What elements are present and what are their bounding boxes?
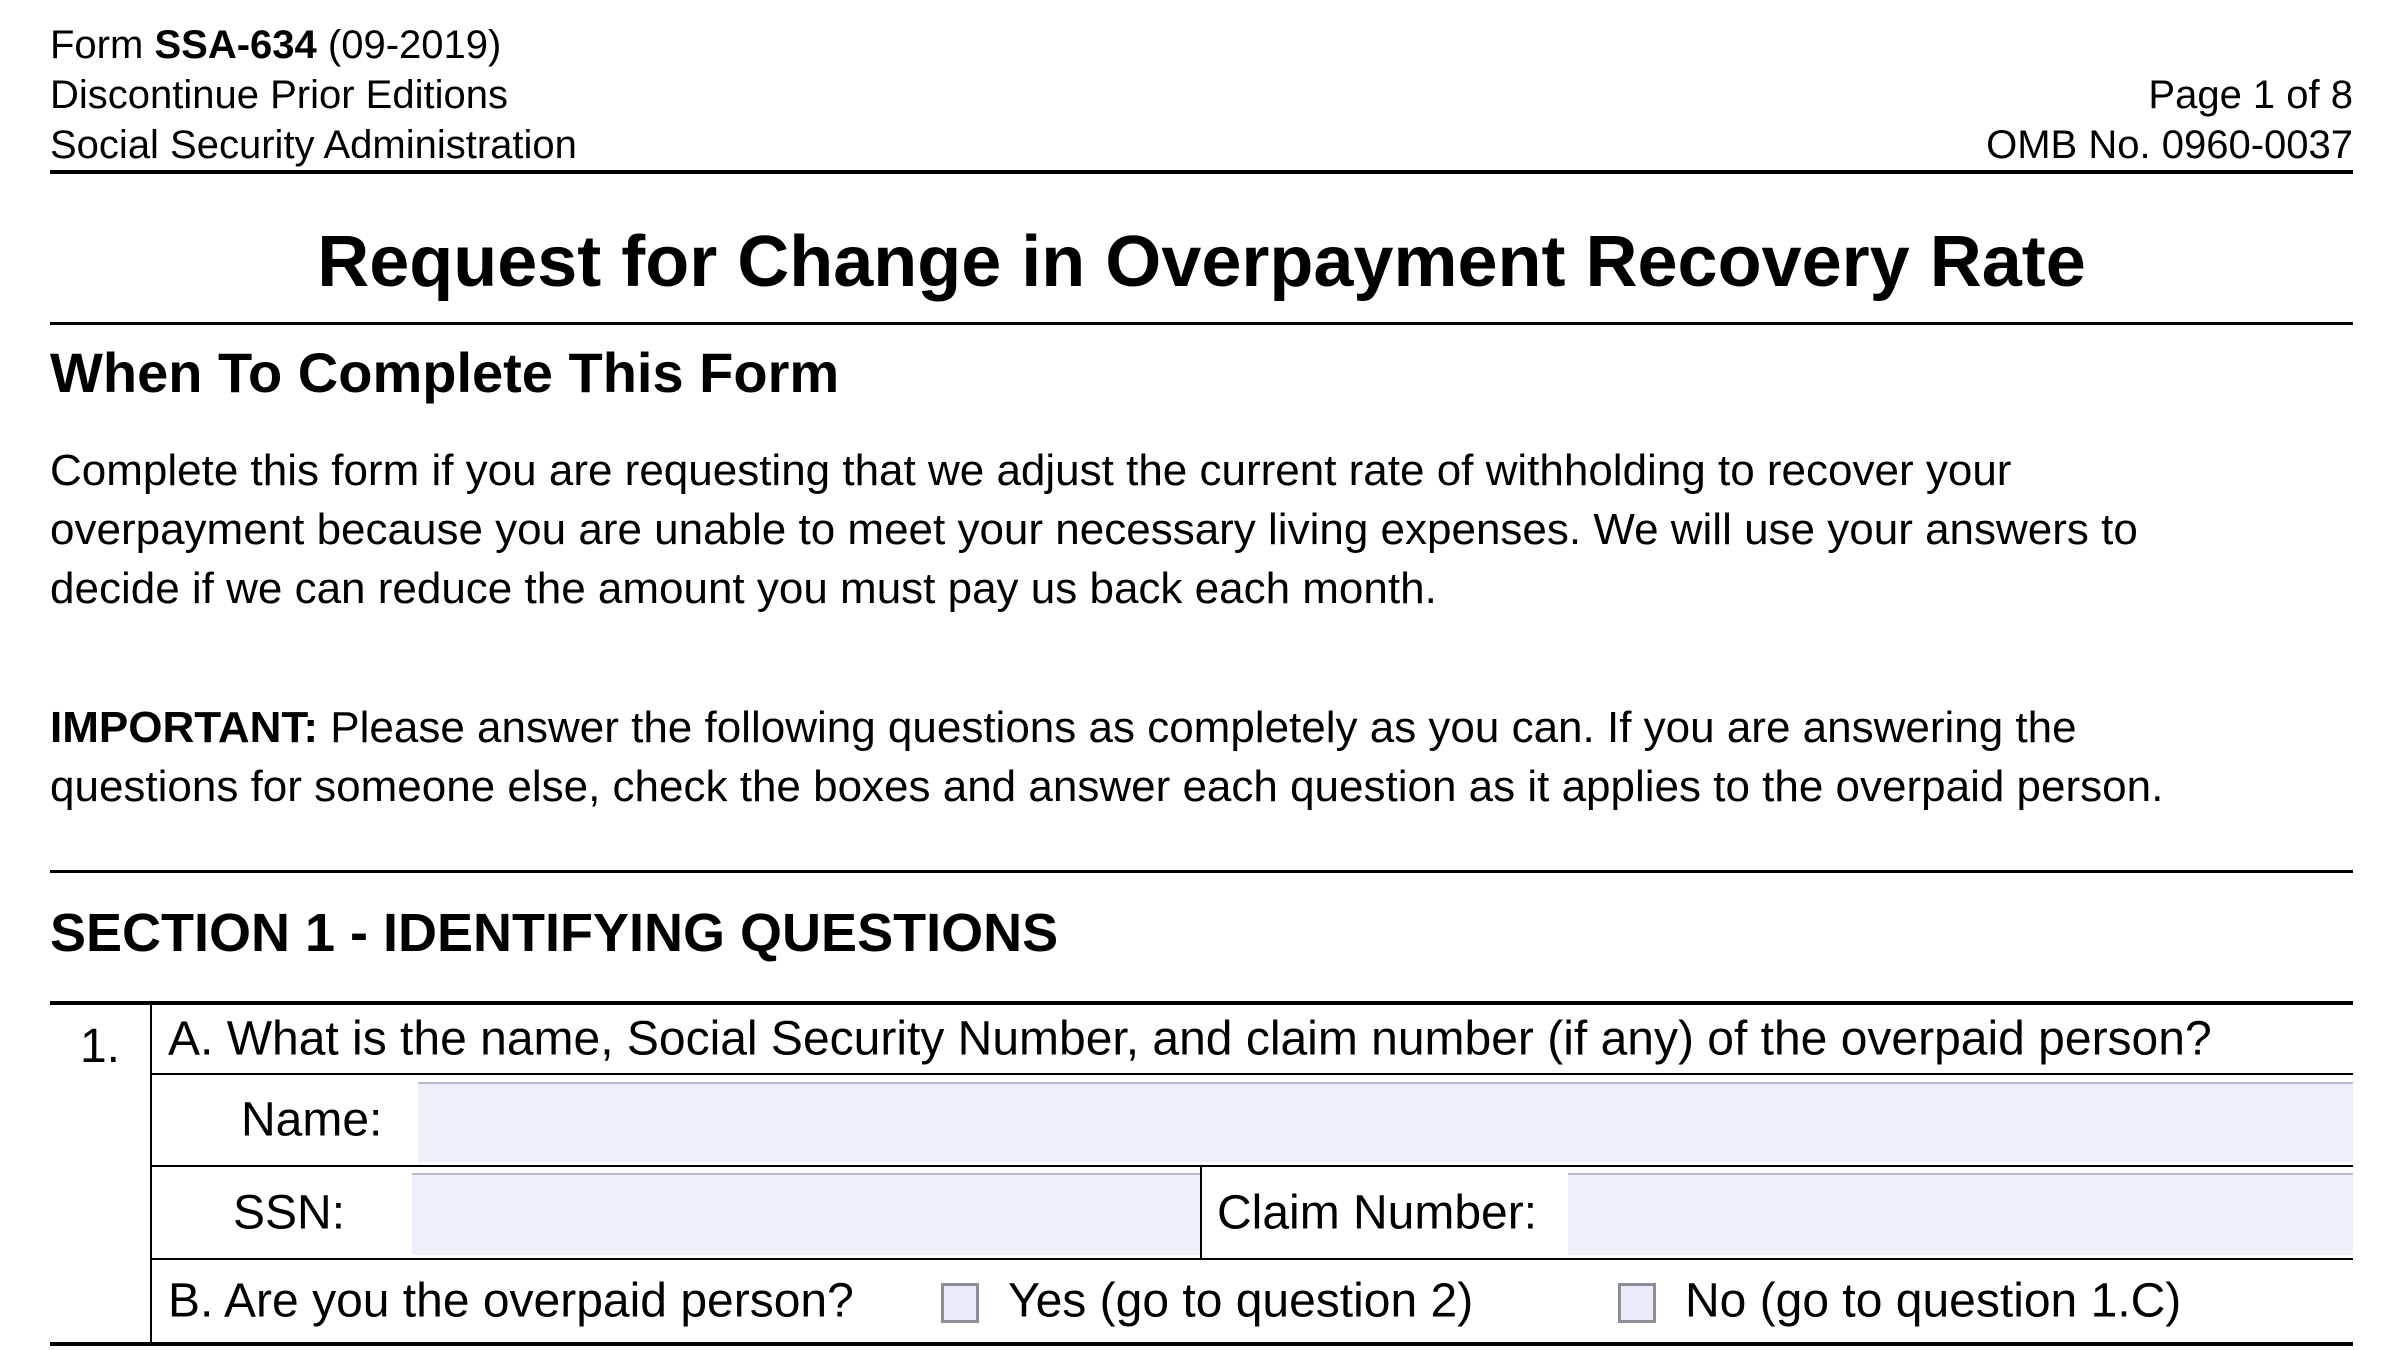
form-prefix: Form xyxy=(50,23,144,67)
intro-paragraph xyxy=(50,441,2353,618)
claim-number-label: Claim Number: xyxy=(1217,1186,1538,1239)
yes-label: Yes (go to question 2) xyxy=(1008,1274,1474,1328)
title-divider xyxy=(50,322,2353,325)
ssn-label: SSN: xyxy=(233,1186,346,1239)
ssn-input[interactable] xyxy=(412,1173,1200,1255)
question-b-row xyxy=(152,1260,2353,1342)
name-row xyxy=(152,1075,2353,1167)
question-b-text: B. Are you the overpaid person? xyxy=(168,1274,854,1328)
intro-line: decide if we can reduce the amount you must pay us back each month. xyxy=(50,564,1437,613)
important-label: IMPORTANT: xyxy=(50,703,319,752)
page-title: Request for Change in Overpayment Recovery Rate xyxy=(317,222,2086,302)
section1-heading: SECTION 1 - IDENTIFYING QUESTIONS xyxy=(50,903,1059,963)
important-paragraph xyxy=(50,698,2353,816)
when-to-complete-heading: When To Complete This Form xyxy=(50,341,840,404)
form-revision: (09-2019) xyxy=(316,23,502,67)
form-number: SSA-634 xyxy=(154,23,317,67)
question-a-text: A. What is the name, Social Security Number, and claim number (if any) of the overpaid person? xyxy=(168,1012,2212,1066)
name-input[interactable] xyxy=(418,1082,2353,1162)
discontinue-line: Discontinue Prior Editions xyxy=(50,73,508,117)
important-line xyxy=(50,698,2353,757)
omb-number: OMB No. 0960-0037 xyxy=(1986,123,2353,167)
important-line: questions for someone else, check the boxes and answer each question as it applies to the overpaid person. xyxy=(50,762,2164,811)
ssn-claim-divider xyxy=(1200,1167,1202,1258)
section1-question-table xyxy=(50,1001,2353,1346)
important-text: Please answer the following questions as completely as you can. If you are answering the xyxy=(318,703,2077,752)
question-a-row xyxy=(152,1005,2353,1075)
intro-line: overpayment because you are unable to meet your necessary living expenses. We will use your answers to xyxy=(50,505,2138,554)
no-checkbox[interactable] xyxy=(1618,1283,1656,1323)
no-label: No (go to question 1.C) xyxy=(1685,1274,2182,1328)
page-indicator: Page 1 of 8 xyxy=(2148,73,2353,117)
ssn-claim-row xyxy=(152,1167,2353,1260)
header-right-block xyxy=(1986,70,2353,170)
section-divider xyxy=(50,870,2353,873)
page-header xyxy=(50,0,2353,174)
name-label: Name: xyxy=(241,1093,383,1147)
intro-line: Complete this form if you are requesting that we adjust the current rate of withholding to recover your xyxy=(50,446,2012,495)
claim-number-input[interactable] xyxy=(1568,1173,2353,1255)
agency-line: Social Security Administration xyxy=(50,123,577,167)
question-content-column xyxy=(152,1005,2353,1342)
form-number-line xyxy=(50,20,577,70)
yes-checkbox[interactable] xyxy=(941,1283,979,1323)
question-number-cell: 1. xyxy=(50,1005,152,1342)
header-left-block xyxy=(50,20,577,170)
